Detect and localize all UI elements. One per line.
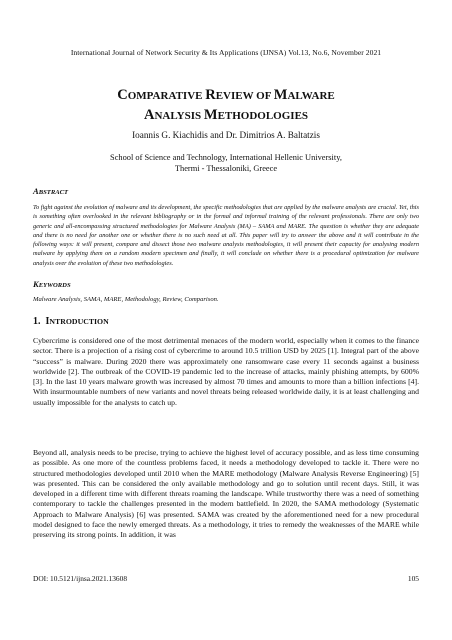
intro-paragraph-1: Cybercrime is considered one of the most detrimental menaces of the modern world, especially when it comes to the finance sector. There is a projection of a rising cost of cybercrime to around 10.5 trillion USD by 2025 [1]. Integral part of the above “success” is malware. During 2020 there was approximately one ransomware case every 11 seconds against a business worldwide [2]. The outbreak of the COVID-19 pandemic led to the increase of attacks, mainly phishing attempts, by 600% [3]. In the last 10 years malware growth was increased by almost 70 times and amounts to more than a billion infections [4]. With insurmountable numbers of new variants and novel threats being released worldwide daily, it is at least challenging and usually impossible for the analysts to catch up. xyxy=(33,336,419,407)
abstract-text: To fight against the evolution of malware and its development, the specific methodologies that are applied by the malware analysts are crucial. Yet, this is something often overlooked in the relevant bibliography or in the formal and informal training of the relevant professionals. There are only two generic and all-encompassing structured methodologies for Malware Analysis (MA) – SAMA and MARE. The question is whether they are adequate and there is no need for another one or whether there is no such need at all. This paper will try to answer the above and it will contribute in the following ways: it will present, compare and dissect those two malware analysis methodologies, it will present their capacity for analysing modern malware by applying them on a random modern specimen and finally, it will conclude on whether there is a procedural optimization for malware analysis over the evolution of these two methodologies. xyxy=(33,204,419,267)
author-list: Ioannis G. Kiachidis and Dr. Dimitrios A. Baltatzis xyxy=(132,130,320,140)
page-footer xyxy=(33,574,419,583)
doi-text: DOI: 10.5121/ijnsa.2021.13608 xyxy=(33,574,128,583)
title-line-2: ANALYSIS METHODOLOGIES xyxy=(143,107,309,123)
affiliation-line-2: Thermi - Thessaloniki, Greece xyxy=(174,164,278,173)
affiliation-line-1: School of Science and Technology, International Hellenic University, xyxy=(110,153,342,162)
keywords-heading: KEYWORDS xyxy=(33,279,71,289)
keywords-text: Malware Analysis, SAMA, MARE, Methodology, Review, Comparison. xyxy=(33,296,219,303)
paper-title xyxy=(0,86,452,126)
introduction-heading: 1. INTRODUCTION xyxy=(33,316,109,327)
page-number: 105 xyxy=(407,574,419,583)
intro-paragraph-2: Beyond all, analysis needs to be precise, trying to achieve the highest level of accuracy possible, and as less time consuming as possible. As one more of the countless problems faced, it needs a methodology developed to tackle it. There were no structured methodologies developed until 2010 when the MARE methodology (Malware Analysis Reverse Engineering) [5] was presented. This can be considered the only available methodology and go to solution until recent days. Still, it was developed in a different time with different threats roaming the landscape. While trustworthy there was a need of something contemporary to tackle the challenges presented in the modern battlefield. In 2020, the SAMA methodology (Systematic Approach to Malware Analysis) [6] was presented. SAMA was created by the aforementioned need for a new procedural model designed to face the newly emerged threats. As a methodology, it tries to remedy the weaknesses of the MARE while preserving its strong points. In addition, it was xyxy=(33,448,419,539)
affiliation xyxy=(0,152,452,174)
abstract-heading: ABSTRACT xyxy=(33,186,69,196)
journal-header: International Journal of Network Security & Its Applications (IJNSA) Vol.13, No.6, November 2021 xyxy=(70,48,382,57)
title-line-1: COMPARATIVE REVIEW OF MALWARE xyxy=(117,87,335,103)
